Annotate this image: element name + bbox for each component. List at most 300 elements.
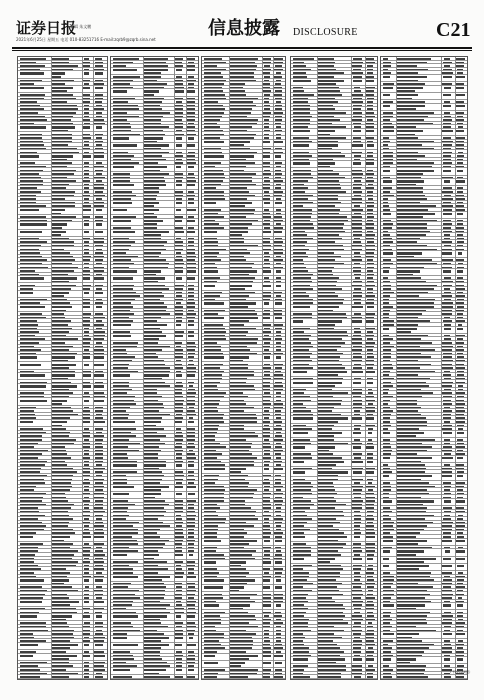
cell-text [293,536,305,538]
cell-text [274,141,282,143]
cell-text [383,76,390,78]
cell-text [20,356,37,358]
cell-text [229,604,249,606]
cell-text [20,421,33,423]
cell-text [317,144,338,146]
cell-text [353,382,361,384]
cell-text [51,223,68,225]
cell-text [263,141,270,143]
cell-text [188,137,193,139]
cell-text [383,130,394,132]
cell-text [383,213,391,215]
cell-text [188,669,195,671]
cell-text [275,302,281,304]
cell-text [113,576,138,578]
cell-text [383,94,391,96]
cell-text [442,565,452,567]
cell-text [51,615,72,617]
cell-text [457,475,463,477]
cell-text [143,486,169,488]
cell-text [20,676,40,678]
cell-text [176,202,182,204]
cell-text [51,155,74,157]
cell-text [396,633,419,635]
cell-text [443,432,452,434]
cell-text [276,604,281,606]
cell-text [275,202,282,204]
cell-text [20,277,45,279]
cell-text [143,615,167,617]
cell-text [353,471,362,473]
cell-text [113,486,134,488]
cell-text [143,324,167,326]
cell-text [383,180,392,182]
cell-text [293,130,310,132]
cell-text [229,662,245,664]
cell-text [82,536,90,538]
cell-text [229,231,248,233]
cell-text [143,374,169,376]
cell-text [20,385,47,387]
cell-text [383,328,390,330]
cell-text [396,213,434,215]
cell-text [51,356,75,358]
cell-text [317,558,335,560]
cell-text [383,475,390,477]
cell-text [366,536,375,538]
cell-text [383,87,393,89]
cell-text [366,658,374,660]
cell-text [455,94,465,96]
cell-text [174,231,184,233]
cell-text [229,317,257,319]
cell-text [188,324,194,326]
cell-text [143,209,159,211]
table-column-4 [290,56,378,680]
cell-text [444,180,450,182]
cell-text [113,69,137,71]
cell-text [186,576,196,578]
cell-text [352,144,363,146]
cell-text [396,565,429,567]
cell-text [143,335,165,337]
cell-text [396,540,427,542]
cell-text [204,540,221,542]
cell-text [458,252,463,254]
cell-text [264,540,270,542]
cell-text [113,184,135,186]
cell-text [275,561,282,563]
cell-text [188,335,194,337]
cell-text [176,209,181,211]
cell-text [396,180,424,182]
cell-text [317,658,345,660]
cell-text [229,270,256,272]
cell-text [143,137,163,139]
cell-text [204,662,218,664]
cell-text [229,540,257,542]
cell-text [175,421,182,423]
cell-text [187,615,194,617]
cell-text [143,669,166,671]
cell-text [293,446,305,448]
table-row [18,535,107,542]
cell-text [51,400,67,402]
cell-text [353,130,361,132]
cell-text [353,446,361,448]
table-row [18,222,107,229]
table-row [18,420,107,427]
cell-text [143,493,161,495]
cell-text [20,655,34,657]
cell-text [367,558,372,560]
cell-text [189,554,194,556]
cell-text [442,130,453,132]
cell-text [383,633,394,635]
cell-text [444,676,451,678]
cell-text [383,558,389,560]
cell-text [383,252,394,254]
cell-text [143,637,168,639]
cell-text [82,209,90,211]
cell-text [176,493,183,495]
cell-text [443,94,451,96]
cell-text [113,231,136,233]
cell-text [51,277,77,279]
cell-text [262,604,271,606]
cell-text [317,306,340,308]
cell-text [113,669,130,671]
table-row [18,398,107,405]
cell-text [20,644,39,646]
cell-text [262,655,271,657]
cell-text [383,565,389,567]
cell-text [187,69,196,71]
cell-text [113,644,138,646]
cell-text [51,374,75,376]
cell-text [229,655,258,657]
cell-text [457,170,462,172]
cell-text [293,471,306,473]
cell-text [82,155,90,157]
cell-text [143,231,169,233]
cell-text [352,320,362,322]
cell-text [445,550,450,552]
cell-text [204,655,215,657]
cell-text [94,536,105,538]
cell-text [353,658,362,660]
cell-text [83,87,91,89]
cell-text [457,604,463,606]
cell-text [457,213,464,215]
cell-text [317,130,335,132]
cell-text [366,162,374,164]
cell-text [204,676,217,678]
cell-text [396,94,418,96]
cell-text [20,306,45,308]
cell-text [317,676,341,678]
cell-text [455,76,465,78]
cell-text [383,432,390,434]
cell-text [175,676,184,678]
cell-text [143,220,163,222]
table-row [18,578,107,585]
cell-text [187,144,196,146]
cell-text [186,209,195,211]
cell-text [143,166,167,168]
cell-text [274,468,282,470]
cell-text [188,421,194,423]
cell-text [274,231,282,233]
cell-text [143,184,166,186]
cell-text [317,382,343,384]
cell-text [143,676,170,678]
cell-text [143,277,165,279]
cell-text [353,558,362,560]
cell-text [186,270,196,272]
cell-text [317,536,347,538]
cell-text [366,446,375,448]
cell-text [187,220,195,222]
cell-text [51,579,69,581]
cell-text [293,432,308,434]
cell-text [83,655,89,657]
cell-text [113,270,137,272]
cell-text [293,80,311,82]
cell-text [366,80,373,82]
table-row [18,355,107,362]
cell-text [457,457,463,459]
cell-text [95,292,103,294]
cell-text [176,277,182,279]
cell-text [263,676,270,678]
cell-text [263,155,270,157]
cell-text [51,536,70,538]
cell-text [84,579,88,581]
cell-text [264,302,269,304]
cell-text [187,374,195,376]
newspaper-logo: 证券日报 [16,19,77,37]
cell-text [204,468,225,470]
table-row [18,154,107,161]
cell-text [96,126,102,128]
cell-text [366,417,375,419]
cell-text [293,558,305,560]
cell-text [95,676,103,678]
cell-text [352,417,362,419]
cell-text [275,155,281,157]
cell-text [51,601,79,603]
cell-text [293,371,307,373]
cell-text [457,328,463,330]
cell-text [113,202,133,204]
cell-text [293,658,308,660]
cell-text [113,374,130,376]
cell-text [187,184,196,186]
cell-text [396,550,423,552]
cell-text [113,220,131,222]
cell-text [275,540,282,542]
cell-text [175,335,184,337]
cell-text [383,500,393,502]
cell-text [457,658,462,660]
cell-text [176,137,182,139]
cell-text [262,662,271,664]
cell-text [143,464,166,466]
cell-text [143,90,158,92]
cell-text [443,105,451,107]
cell-text [83,356,91,358]
cell-text [188,493,195,495]
table-row [18,373,107,380]
cell-text [84,364,88,366]
cell-text [396,328,417,330]
cell-text [396,457,432,459]
cell-text [113,493,129,495]
cell-text [204,586,224,588]
cell-text [95,231,104,233]
cell-text [383,604,394,606]
cell-text [176,374,182,376]
cell-text [20,374,45,376]
cell-text [456,87,464,89]
cell-text [383,170,391,172]
cell-text [84,223,89,225]
cell-text [396,130,422,132]
cell-text [176,69,183,71]
cell-text [20,87,45,89]
cell-text [20,579,44,581]
cell-text [229,676,247,678]
cell-text [456,105,465,107]
cell-text [396,87,423,89]
cell-text [175,486,183,488]
cell-text [83,126,90,128]
cell-text [293,382,313,384]
cell-text [84,644,89,646]
cell-text [20,601,42,603]
cell-text [352,306,363,308]
cell-text [443,213,452,215]
table-row [18,86,107,93]
cell-text [262,270,271,272]
cell-text [82,374,90,376]
cell-text [455,558,464,560]
cell-text [442,475,452,477]
cell-text [275,317,282,319]
table-row [18,276,107,283]
cell-text [263,586,270,588]
cell-text [442,540,452,542]
table-row [18,654,107,661]
cell-text [204,231,218,233]
cell-text [317,417,348,419]
cell-text [143,554,158,556]
cell-text [293,461,304,463]
table-column-5 [380,56,468,680]
cell-text [456,550,465,552]
cell-text [444,328,451,330]
cell-text [113,421,136,423]
cell-text [96,306,103,308]
cell-text [396,270,419,272]
cell-text [20,536,33,538]
cell-text [383,105,391,107]
cell-text [229,285,251,287]
page-number: C21 [436,19,471,41]
cell-text [367,676,374,678]
cell-text [51,306,72,308]
cell-text [20,155,39,157]
cell-text [20,292,34,294]
cell-text [229,202,251,204]
cell-text [229,468,245,470]
cell-text [113,615,138,617]
cell-text [51,292,69,294]
cell-text [176,464,182,466]
cell-text [443,633,452,635]
cell-text [96,615,102,617]
section-title-en: DISCLOSURE [293,27,358,38]
cell-text [317,471,348,473]
cell-text [229,302,255,304]
cell-text [175,637,183,639]
cell-text [275,662,282,664]
table-row [18,230,107,237]
cell-text [317,371,347,373]
cell-text [353,162,361,164]
cell-text [204,356,225,358]
cell-text [262,231,271,233]
cell-text [204,270,218,272]
cell-text [143,421,161,423]
cell-text [383,550,390,552]
cell-text [442,252,452,254]
cell-text [113,335,131,337]
cell-text [93,421,105,423]
table-row [18,643,107,650]
cell-text [84,601,89,603]
cell-text [456,540,465,542]
cell-text [20,231,43,233]
cell-text [396,676,427,678]
cell-text [143,270,161,272]
cell-text [396,105,425,107]
cell-text [93,655,105,657]
cell-text [263,561,271,563]
cell-text [143,144,169,146]
cell-text [365,371,375,373]
header-rule-thin [12,50,472,51]
cell-text [366,130,374,132]
cell-text [95,644,103,646]
cell-text [444,658,450,660]
cell-text [262,285,271,287]
cell-text [94,155,104,157]
cell-text [51,231,66,233]
header-rule-thick [12,47,472,49]
cell-text [367,461,373,463]
cell-text [187,277,195,279]
cell-text [20,126,46,128]
cell-text [175,576,183,578]
cell-text [51,655,77,657]
cell-text [293,320,303,322]
cell-text [188,464,194,466]
cell-text [113,324,131,326]
cell-text [20,364,42,366]
cell-text [275,586,282,588]
